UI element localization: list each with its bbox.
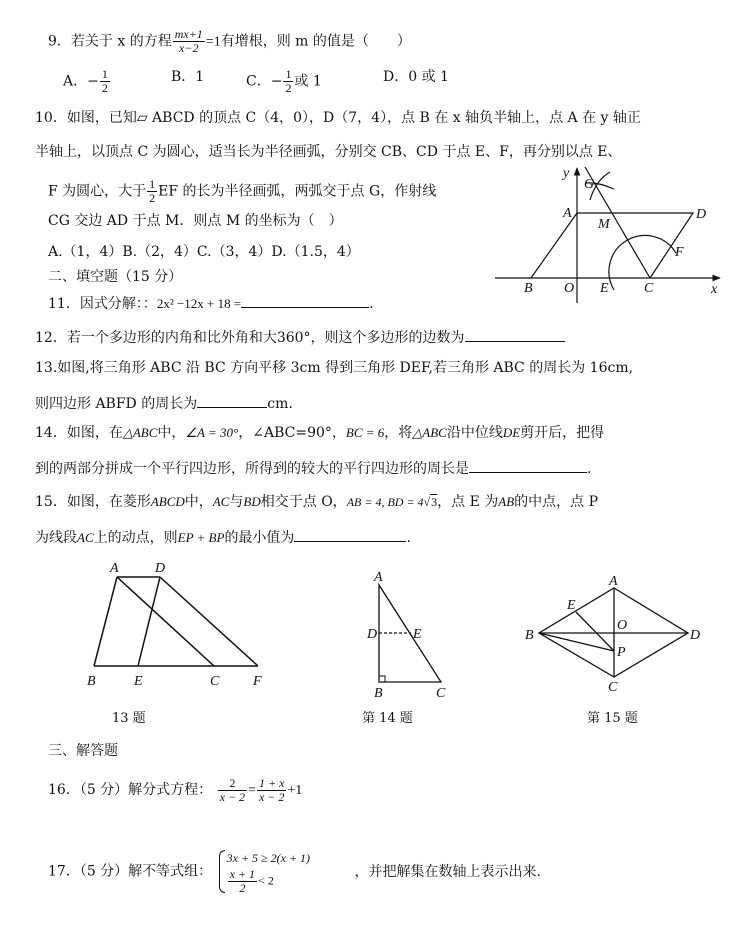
q14-text: 剪开后，把得 (520, 425, 605, 441)
frac-den: x − 2 (219, 789, 246, 804)
frac-num: 2 (218, 777, 247, 791)
segment-ac (117, 577, 214, 666)
label-p: P (617, 645, 626, 660)
q15-ac: AC (77, 530, 94, 545)
frac-num: 1 (101, 67, 108, 81)
q16-tail: +1 (287, 783, 303, 798)
q14-end: . (587, 461, 592, 477)
right-angle-mark (379, 676, 385, 682)
q17-ineq2-tail: < 2 (258, 873, 274, 888)
frac-num: x + 1 (229, 867, 256, 881)
q14-text: 沿中位线 (446, 425, 503, 441)
q15-text: 的最小值为 (224, 530, 295, 546)
q15-bd: BD (243, 494, 261, 509)
q15-caption: 第 15 题 (587, 711, 638, 726)
q17-inequality-system (217, 848, 310, 895)
label-e: E (134, 674, 143, 689)
label-c: C (644, 281, 654, 296)
label-c: C (608, 680, 618, 695)
label-b: B (374, 686, 383, 701)
q9-stem: 9．若关于 x 的方程 (48, 33, 172, 50)
q10-line-1: 10．如图，已知▱ ABCD 的顶点 C（4，0），D（7，4），点 B 在 x 轴负半轴上，点 A 在 y 轴正 (35, 110, 641, 126)
q10-line-4: CG 交边 AD 于点 M．则点 M 的坐标为（ ） (48, 213, 343, 229)
label-d: D (690, 628, 701, 643)
segment-df (160, 577, 258, 666)
label-b: B (524, 281, 533, 296)
label-d: D (155, 561, 166, 576)
q14-bc: BC = 6 (345, 425, 385, 440)
q16-stem: 16．（5 分）解分式方程： (48, 782, 213, 798)
q14-de: DE (502, 425, 521, 440)
parallelogram-abcd (531, 213, 693, 278)
frac-den: 2 (149, 191, 156, 205)
q14-figure (379, 585, 441, 682)
segment-bp (539, 633, 614, 651)
q14-text: ，将 (384, 425, 413, 441)
segment-ep (576, 612, 614, 651)
option-after: 或 1 (294, 73, 322, 90)
label-y: y (563, 166, 570, 181)
option-label: B． (171, 69, 196, 85)
q15-text: 上的动点，则 (93, 530, 178, 546)
option-value: 0 或 1 (408, 69, 449, 85)
q15-expression: EP + BP (177, 530, 225, 545)
q11-stem: 11．因式分解：： (48, 296, 157, 312)
q15-text: 的中点，点 P (514, 494, 599, 510)
label-b: B (87, 674, 96, 689)
label-o: O (564, 281, 575, 296)
segment-de (138, 577, 160, 666)
q13-unit: cm. (267, 396, 293, 412)
option-label: C． (246, 73, 271, 90)
q14-text: 到的两部分拼成一个平行四边形，所得到的较大的平行四边形的周长是 (35, 461, 469, 477)
label-d: D (696, 207, 707, 222)
section-3-title: 三、解答题 (48, 743, 118, 759)
q15-ac: AC (212, 494, 230, 509)
q9-frac-num: mx+1 (174, 27, 203, 41)
frac-den: 2 (285, 81, 292, 95)
option-value: 1 (195, 69, 205, 85)
q15-end: . (406, 530, 411, 546)
option-label: D． (383, 69, 409, 85)
q15-abcd: ABCD (150, 494, 185, 509)
section-2-title: 二、填空题（15 分） (48, 269, 183, 285)
label-e: E (567, 598, 576, 613)
q9-stem-end: 有增根，则 m 的值是（ ） (220, 33, 411, 50)
segment-ab (94, 577, 117, 666)
label-b: B (525, 628, 534, 643)
q10-labels (524, 166, 718, 297)
q9-frac-den: x−2 (179, 41, 199, 55)
q17-stem: 17．（5 分）解不等式组： (48, 863, 213, 880)
frac-den: 2 (101, 81, 108, 95)
arc-ef (609, 235, 676, 290)
q13-line-1: 13.如图,将三角形 ABC 沿 BC 方向平移 3cm 得到三角形 DEF,若三角形 ABC 的周长为 16cm, (35, 360, 634, 376)
label-c: C (210, 674, 220, 689)
q11-end: . (369, 296, 374, 312)
q15-text: 相交于点 O， (260, 494, 347, 510)
question-16 (48, 776, 302, 805)
q15-figure (539, 588, 688, 677)
q15-line-1: 15．如图，在菱形ABCD中，AC与BD相交于点 O，AB = 4, BD = 4√3，点 E 为AB的中点，点 P (35, 494, 599, 510)
label-d: D (367, 627, 378, 642)
label-g: G (584, 177, 595, 192)
q10-line-3-end: EF 的长为半径画弧，两弧交于点 G，作射线 (158, 183, 437, 200)
label-e: E (413, 627, 422, 642)
option-sign: − (270, 73, 283, 90)
label-a: A (110, 561, 119, 576)
label-o: O (617, 618, 628, 633)
q14-triangle: △ABC (412, 425, 447, 440)
q15-sqrt: 3 (431, 495, 438, 509)
label-x: x (711, 282, 718, 297)
q14-angle-a: ∠A = 30° (185, 425, 239, 440)
label-a: A (374, 570, 383, 585)
label-a: A (609, 574, 618, 589)
q15-text: 为线段 (35, 530, 77, 546)
q16-equals: = (248, 783, 256, 798)
q12-stem: 12．若一个多边形的内角和比外角和大360°，则这个多边形的边数为 (35, 330, 465, 346)
q16-lhs-fraction (218, 777, 247, 804)
q14-text: 14．如图，在 (35, 425, 123, 441)
q10-options[interactable]: A.（1，4）B.（2，4）C.（3，4）D.（1.5，4） (48, 244, 360, 260)
label-f: F (253, 674, 262, 689)
frac-num: 1 (285, 67, 292, 81)
label-a: A (563, 206, 572, 221)
q11-expression: 2x² −12x + 18 = (156, 296, 242, 311)
label-c: C (436, 686, 446, 701)
q15-condition: AB = 4, BD = 4 (346, 495, 424, 509)
q14-text: 中， (157, 425, 186, 441)
q9-eq: =1 (205, 34, 221, 50)
option-label: A． (63, 73, 88, 90)
q17-inequality-2 (227, 868, 310, 895)
label-f: F (675, 245, 684, 260)
q17-inequality-1: 3x + 5 ≥ 2(x + 1) (226, 851, 311, 865)
q14-triangle: △ABC (122, 425, 158, 440)
q15-text: 15．如图，在菱形 (35, 494, 151, 510)
q13-figure (94, 577, 258, 666)
q15-text: 中， (184, 494, 213, 510)
frac-num: 1 + x (258, 775, 285, 790)
q13-labels (87, 561, 262, 726)
frac-den: 2 (239, 881, 246, 895)
q15-text: ，点 E 为 (437, 494, 499, 510)
label-e: E (600, 281, 609, 296)
q14-labels (362, 570, 446, 726)
q17-stem-end: ，并把解集在数轴上表示出来. (354, 863, 541, 880)
option-sign: − (87, 73, 99, 90)
q13-stem: 则四边形 ABFD 的周长为 (35, 396, 198, 412)
q13-caption: 13 题 (112, 711, 146, 726)
q10-line-3-start: F 为圆心，大于 (48, 183, 147, 200)
q10-line-2: 半轴上，以顶点 C 为圆心，适当长为半径画弧，分别交 CB、CD 于点 E、F，再分别以点 E、 (35, 144, 622, 160)
q14-caption: 第 14 题 (362, 711, 413, 726)
q16-rhs-fraction (257, 777, 286, 804)
question-17 (48, 848, 541, 895)
q15-ab: AB (498, 494, 515, 509)
q15-text: 与 (229, 494, 244, 510)
frac-num: 1 (149, 177, 156, 191)
frac-den: x − 2 (258, 789, 285, 804)
label-m: M (598, 217, 610, 232)
q14-text: ，∠ABC=90°， (238, 425, 346, 441)
